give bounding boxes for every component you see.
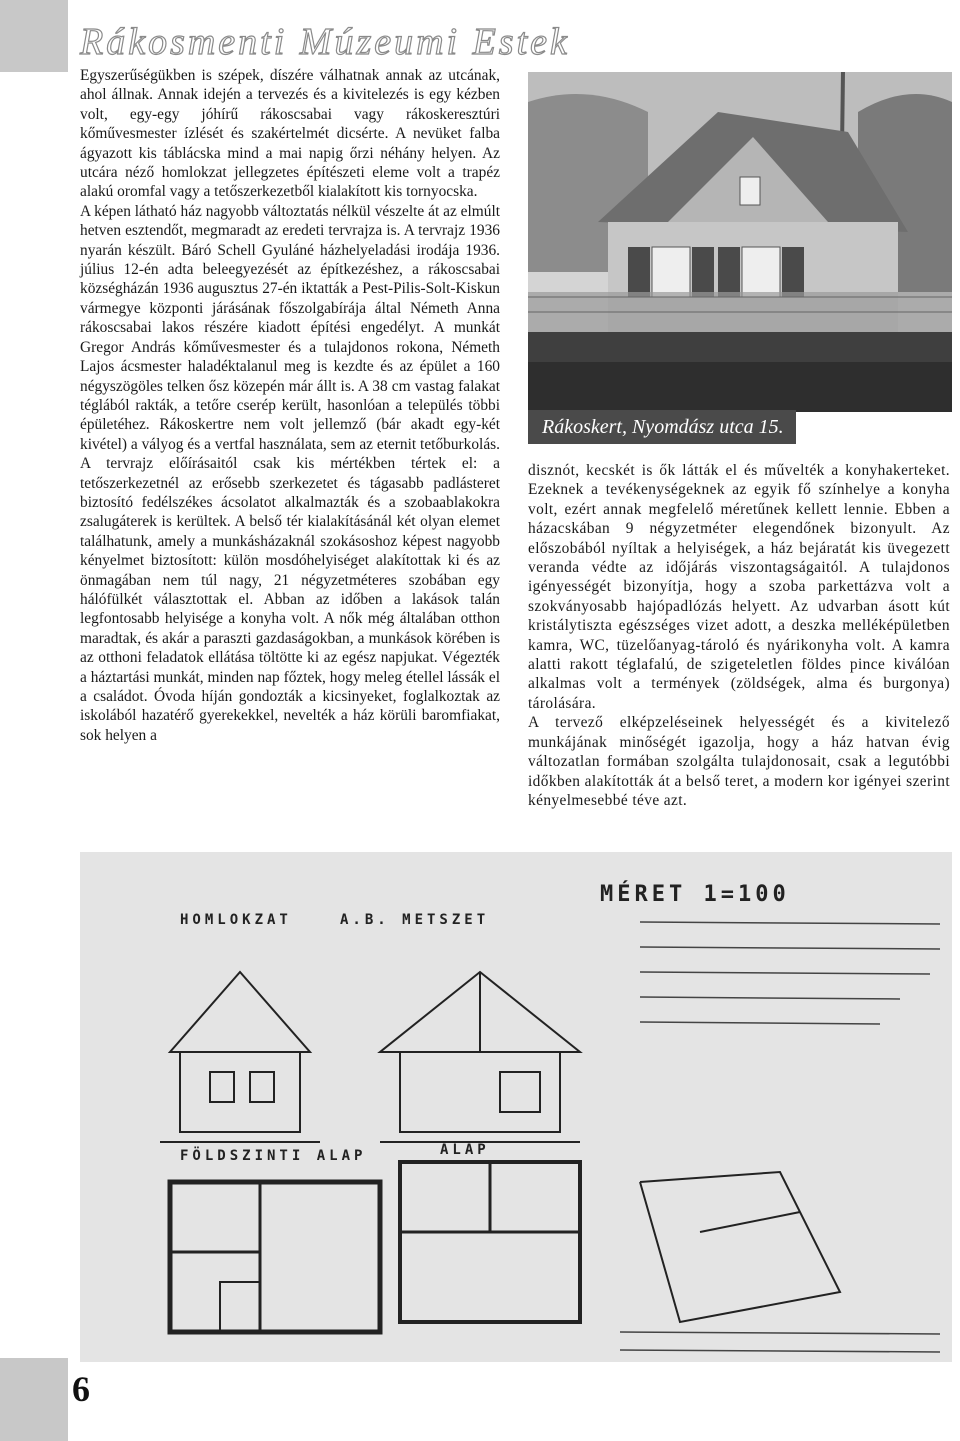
plan-label-foundation: ALAP [440,1142,490,1158]
right-column [528,461,950,810]
side-bar-bottom [0,1358,68,1441]
house-photo-illustration [528,72,952,412]
left-column [80,66,500,745]
architectural-plan [80,852,952,1362]
paragraph: A képen látható ház nagyobb változtatás nélkül vészelte át az elmúlt hetven esztendőt, megmaradt az eredeti tervrajza is. A tervrajz 1936 nyarán készült. Báró Schell Gyuláné házhelyeladási irodája 1936. július 12-én adta beleegyezését az építkezéshez, a rákoscsabai községházán 1936 augusztus 27-én iktatták a Pest-Pilis-Solt-Kiskun vármegye központi járásának főszolgabírája által Németh Anna rákoscsabai lakos részére kiadott építési engedélyt. A munkát Gregor András kőművesmester és a tulajdonos rokona, Németh Lajos ácsmester haladéktalanul meg is kezdte és az épület a 160 négyszögöles telken ősz közepén már állt is. A 38 cm vastag falakat téglából rakták, a tetőre cserép került, hasonlóan a település többi épületéhez. Rákoskertre nem volt jellemző (bár akadt egy-két kivétel) a vályog és a vertfal használata, sem az eternit tetőburkolás. A tervrajz előírásaitól csak kis mértékben tértek el: a tetőszerkezetnél az erősebb szerkezetet és tágasabb padlásteret biztosító fedélszékes ácsolatot alkalmazták és a szobaablakokra zsalugáterek is kerültek. A belső tér kialakításánál két olyan elemet találhatunk, amely a munkásházaknál szokásoshoz képest nagyobb kényelmet biztosított: külön mosdóhelyiséget alakítottak ki és az önmagában nem túl nagy, 21 négyzetméteres szobában egy hálófülkét választottak el. Abban az időben a lakások talán legfontosabb helyisége a konyha volt. A nők még általában otthon maradtak, és akár a paraszti gazdaságokban, a munkások körében is az otthoni feladatok ellátása töltötte ki az egész napjukat. Végezték a háztartási munkát, minden nap főztek, hogy meleg étellel lássák el a családot. Óvoda híján gondozták a kicsinyeket, foglalkoztak az iskolából hazatérő gyerekekkel, nevelték a ház körüli baromfiakat, sok helyen a [80,202,500,744]
plan-scale-label: MÉRET 1=100 [600,882,790,907]
page-number: 6 [72,1369,90,1409]
plan-label-elevation: HOMLOKZAT [180,912,292,928]
house-photo [528,72,952,412]
paragraph: disznót, kecskét is ők látták el és művelték a konyhakerteket. Ezeknek a tevékenységeknek az egyik fő színhelye a konyha volt, ezért annak megfelelő méretűnek kellett lennie. Ebben a házacskában 9 négyzetméter elegendőnek bizonyult. Az előszobából nyíltak a helyiségek, a ház bejáratát kis üvegezett veranda védte az időjárás viszontagságaitól. A tulajdonos igényességét bizonyítja, hogy a szoba parkettázva volt a szokványosabb hajópadlózás helyett. Az udvarban ásott kút kristálytiszta egészséges vizet adott, a deszka melléképületben kamra, WC, tüzelőanyag-tároló és nyárikonyha volt. A kamra alatti rakott téglafalú, de szigeteletlen földes pince kiválóan alkalmas volt a termények (zöldségek, alma és burgonya) tárolására. [528,462,950,712]
paragraph: Egyszerűségükben is szépek, díszére válhatnak annak az utcának, ahol állnak. Annak idején a tervezés és a kivitelezés is egy kézben volt, egy-egy jóhírű rákoscsabai vagy rákoskeresztúri kőművesmester ízlését és szakértelmét dicsérte. A nevüket falba ágyazott kis táblácska mind a mai napig őrzi néhány helyen. Az utcára néző homlokzat jellegzetes építészeti eleme volt a trapéz alakú oromfal vagy a tetőszerkezetből kialakított kis tornyocska. [80,67,500,201]
paragraph: A tervező elképzeléseinek helyességét és a kivitelező munkájának minőségét igazolja, hogy a ház hatvan évig változatlan formában szolgálta tulajdonosait, csak a legutóbbi időkben alakították át a belső teret, a modern kor igényei szerint kényelmesebbé téve azt. [528,714,950,809]
section-header: Rákosmenti Múzeumi Estek [80,21,570,63]
plan-label-section: A.B. METSZET [340,912,490,928]
photo-caption: Rákoskert, Nyomdász utca 15. [528,410,796,444]
plan-label-ground-floor: FÖLDSZINTI ALAP [180,1148,367,1164]
plan-drawing [80,852,952,1362]
side-bar-top [0,0,68,72]
